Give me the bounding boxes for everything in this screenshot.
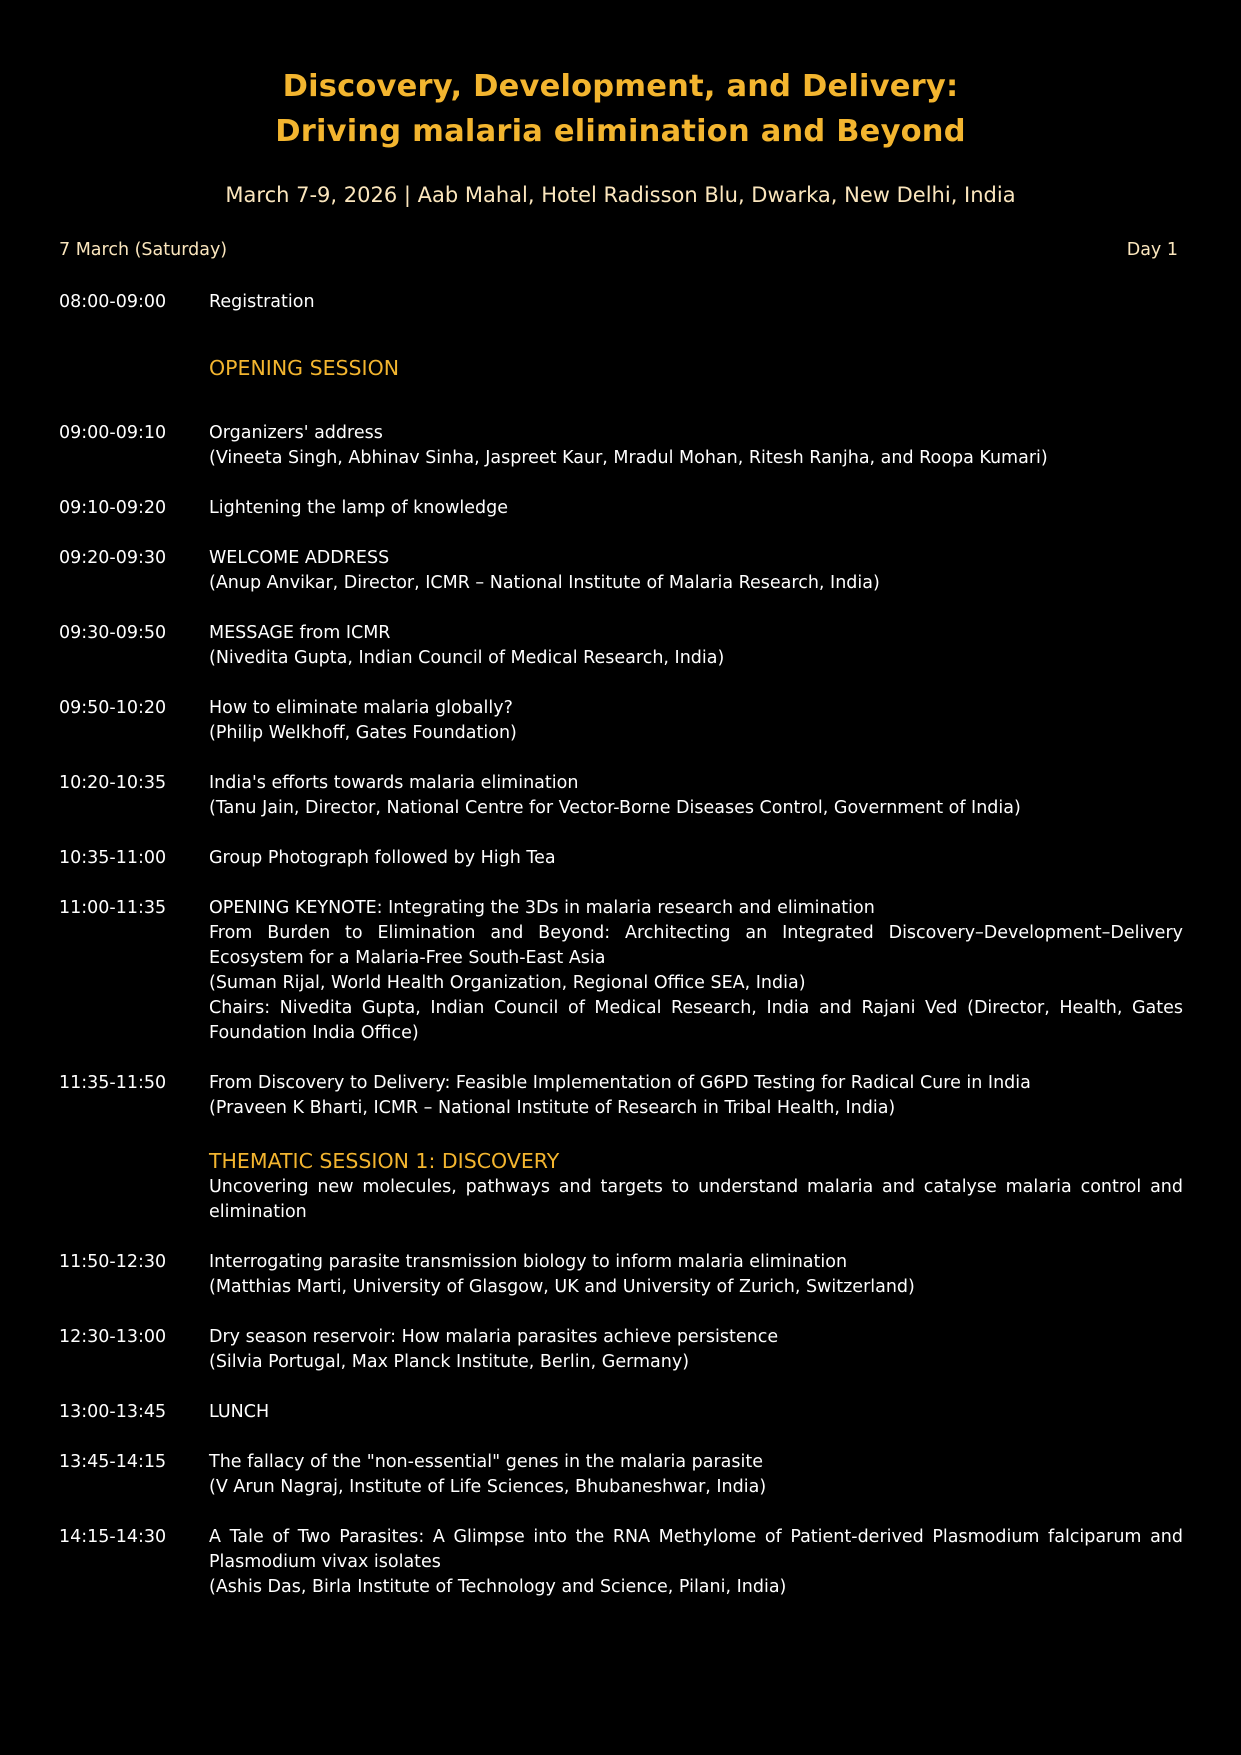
item-speakers: (Nivedita Gupta, Indian Council of Medical Research, India)	[209, 648, 725, 668]
schedule	[59, 290, 1183, 1600]
thematic-session-description: Uncovering new molecules, pathways and targets to understand malaria and catalyse malaria control and elimination	[209, 1177, 1183, 1222]
schedule-item	[59, 696, 1183, 746]
program-header	[0, 64, 1241, 154]
session-heading	[59, 1147, 1183, 1225]
item-title: WELCOME ADDRESS	[209, 548, 390, 568]
item-time: 10:35-11:00	[59, 848, 167, 868]
schedule-item	[59, 846, 1183, 871]
item-time: 11:00-11:35	[59, 898, 167, 918]
item-speakers: (Philip Welkhoff, Gates Foundation)	[209, 723, 517, 743]
title-line-2: Driving malaria elimination and Beyond	[275, 114, 966, 149]
item-time: 09:00-09:10	[59, 423, 167, 443]
day-label: Day 1	[1126, 240, 1178, 260]
schedule-item	[59, 896, 1183, 1046]
item-time: 09:10-09:20	[59, 498, 167, 518]
item-time: 13:45-14:15	[59, 1452, 167, 1472]
item-title: Group Photograph followed by High Tea	[209, 848, 556, 868]
item-speakers: (Anup Anvikar, Director, ICMR – National Institute of Malaria Research, India)	[209, 573, 880, 593]
item-time: 12:30-13:00	[59, 1327, 167, 1347]
title-line-1: Discovery, Development, and Delivery:	[282, 69, 959, 104]
item-time: 14:15-14:30	[59, 1527, 167, 1547]
item-time: 11:50-12:30	[59, 1252, 167, 1272]
item-title: Registration	[209, 292, 315, 312]
schedule-item	[59, 771, 1183, 821]
thematic-session-title: THEMATIC SESSION 1: DISCOVERY	[209, 1149, 560, 1173]
day-date: 7 March (Saturday)	[59, 240, 228, 260]
session-heading	[59, 354, 1183, 382]
event-date-venue: March 7-9, 2026 | Aab Mahal, Hotel Radisson Blu, Dwarka, New Delhi, India	[225, 183, 1016, 207]
schedule-item	[59, 546, 1183, 596]
item-speakers: (Praveen K Bharti, ICMR – National Institute of Research in Tribal Health, India)	[209, 1098, 896, 1118]
schedule-item	[59, 1325, 1183, 1375]
item-speakers: (Ashis Das, Birla Institute of Technology and Science, Pilani, India)	[209, 1577, 787, 1597]
schedule-item	[59, 1400, 1183, 1425]
schedule-item	[59, 1071, 1183, 1121]
item-title: Lightening the lamp of knowledge	[209, 498, 509, 518]
item-title: The fallacy of the "non-essential" genes in the malaria parasite	[209, 1452, 764, 1472]
schedule-item	[59, 496, 1183, 521]
schedule-item	[59, 1250, 1183, 1300]
schedule-item	[59, 621, 1183, 671]
item-title: Organizers' address	[209, 423, 383, 443]
keynote-chairs: Chairs: Nivedita Gupta, Indian Council of Medical Research, India and Rajani Ved (Director, Health, Gates Foundation India Office)	[209, 998, 1183, 1043]
schedule-item	[59, 1450, 1183, 1500]
keynote-talk: From Burden to Elimination and Beyond: Architecting an Integrated Discovery–Development–Delivery Ecosystem for a Malaria-Free South-East Asia	[209, 923, 1183, 968]
item-speakers: (Silvia Portugal, Max Planck Institute, Berlin, Germany)	[209, 1352, 690, 1372]
item-title: India's efforts towards malaria elimination	[209, 773, 579, 793]
schedule-item	[59, 290, 1183, 315]
item-title: How to eliminate malaria globally?	[209, 698, 513, 718]
item-speakers: (Tanu Jain, Director, National Centre for Vector-Borne Diseases Control, Government of India)	[209, 798, 1021, 818]
item-title: Dry season reservoir: How malaria parasites achieve persistence	[209, 1327, 779, 1347]
item-title: MESSAGE from ICMR	[209, 623, 391, 643]
item-time: 09:30-09:50	[59, 623, 167, 643]
item-title: Interrogating parasite transmission biology to inform malaria elimination	[209, 1252, 848, 1272]
item-speakers: (Suman Rijal, World Health Organization, Regional Office SEA, India)	[209, 973, 806, 993]
item-title: LUNCH	[209, 1402, 270, 1422]
item-time: 11:35-11:50	[59, 1073, 167, 1093]
item-speakers: (V Arun Nagraj, Institute of Life Sciences, Bhubaneshwar, India)	[209, 1477, 767, 1497]
item-title: OPENING KEYNOTE: Integrating the 3Ds in malaria research and elimination	[209, 898, 875, 918]
item-speakers: (Matthias Marti, University of Glasgow, UK and University of Zurich, Switzerland)	[209, 1277, 915, 1297]
item-title: From Discovery to Delivery: Feasible Implementation of G6PD Testing for Radical Cure in India	[209, 1073, 1031, 1093]
item-time: 09:50-10:20	[59, 698, 167, 718]
schedule-item	[59, 1525, 1183, 1600]
item-speakers: (Vineeta Singh, Abhinav Sinha, Jaspreet Kaur, Mradul Mohan, Ritesh Ranjha, and Roopa Kumari)	[209, 448, 1048, 468]
schedule-item	[59, 421, 1183, 471]
opening-session-title: OPENING SESSION	[209, 356, 400, 380]
item-time: 09:20-09:30	[59, 548, 167, 568]
item-time: 10:20-10:35	[59, 773, 167, 793]
item-time: 13:00-13:45	[59, 1402, 167, 1422]
item-title: A Tale of Two Parasites: A Glimpse into the RNA Methylome of Patient-derived Plasmodium falciparum and Plasmodium vivax isolates	[209, 1527, 1183, 1572]
item-time: 08:00-09:00	[59, 292, 167, 312]
